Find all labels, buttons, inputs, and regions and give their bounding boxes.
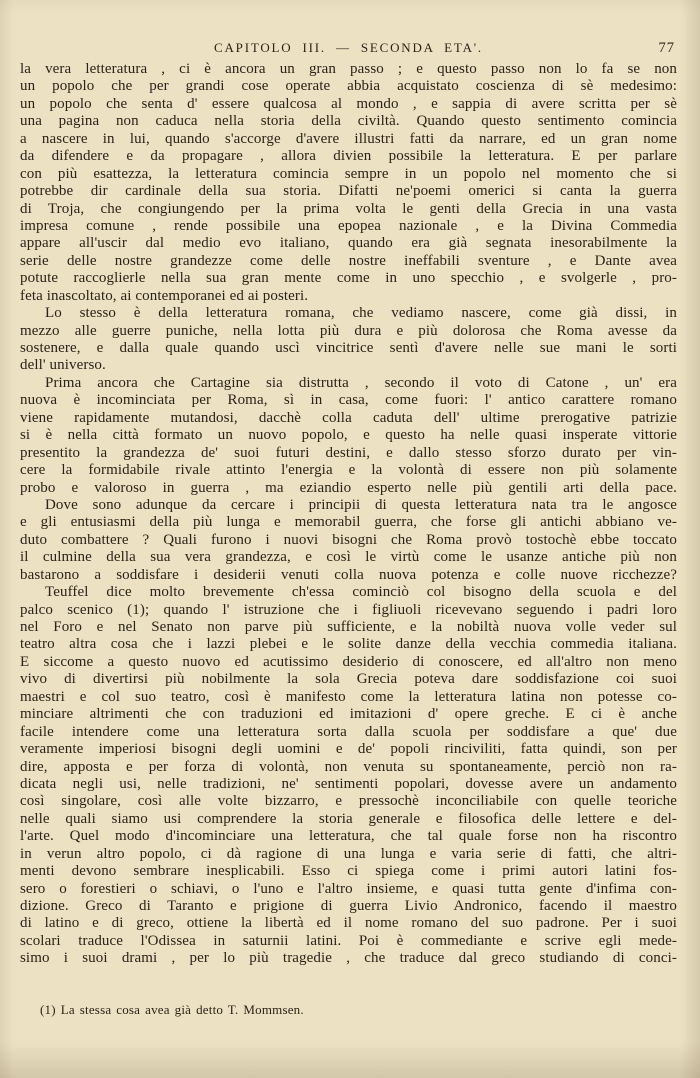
text-line: nuova è incominciata per Roma, sì in casa, come fuori: l' antico carattere romano xyxy=(20,392,677,409)
text-line: vivo di divertirsi più nobilmente la sola Grecia poteva dare soddisfazione coi suoi xyxy=(20,671,677,688)
text-line: una pagina non caduca nella storia della civiltà. Quando questo sentimento comincia xyxy=(20,113,677,130)
text-line: dizione. Greco di Taranto e prigione di guerra Livio Andronico, facendo il maestro xyxy=(20,898,677,914)
text-line: simo i suoi drami , per lo più tragedie , che traduce dal greco studiando di conci- xyxy=(20,950,677,967)
text-line: a nascere in lui, quando s'accorge d'avere illustri fatti da narrare, ed un gran nome xyxy=(20,130,677,147)
text-line: la vera letteratura , ci è ancora un gran passo ; e questo passo non lo fa se non xyxy=(20,61,677,77)
text-line: il culmine della sua vera grandezza, e così le virtù come le usanze antiche più non xyxy=(20,549,677,566)
text-line: impresa comune , rende possibile una epopea nazionale , e la Divina Commedia xyxy=(20,217,677,234)
text-line: probo e valoroso in guerra , ma eziandio esperto nelle più gentili arti della pace. xyxy=(20,479,677,496)
text-line: Teuffel dice molto brevemente ch'essa cominciò col bisogno della scuola e del xyxy=(45,584,677,601)
text-line: feta inascoltato, ai contemporanei ed ai posteri. xyxy=(20,287,309,304)
text-line: viene rapidamente mutandosi, dacchè colla caduta dell' ultime prerogative patrizie xyxy=(20,409,677,426)
text-line: potute raccoglierle nella sua gran mente come in uno specchio , e svolgerle , pro- xyxy=(20,270,677,287)
text-line: presentito la grandezza de' suoi futuri destini, e dallo stesso sforzo durato per vin- xyxy=(20,444,677,461)
text-line: scolari traduce l'Odissea in saturnii latini. Poi è commediante e scrive egli mede- xyxy=(20,932,677,949)
text-line: minciare altrimenti che con traduzioni ed imitazioni d' opere greche. E ci è anche xyxy=(20,706,677,723)
text-line: Prima ancora che Cartagine sia distrutta , secondo il voto di Catone , un' era xyxy=(45,374,677,391)
text-line: veramente imperiosi bisogni degli uomini e de' popoli rinciviliti, fatta quindi, son per xyxy=(20,741,677,758)
text-line: potrebbe dir cardinale della sua storia. Difatti ne'poemi omerici si canta la guerra xyxy=(20,183,677,200)
text-line: dell' universo. xyxy=(20,357,106,374)
text-line: serie delle nostre grandezze come delle nostre ineffabili sventure , e Dante avea xyxy=(20,252,677,269)
text-line: appare all'uscir dal medio evo italiano, quando era già segnata inesorabilmente la xyxy=(20,235,677,252)
text-line: un popolo che per grandi cose operate abbia acquistato coscienza di sè medesimo: xyxy=(20,78,677,95)
text-line: palco scenico (1); quando l' istruzione che i figliuoli ricevevano seguendo i padri loro xyxy=(20,601,677,618)
text-line: mezzo alle guerre puniche, nella lotta più dura e più dolorosa che Roma avesse da xyxy=(20,322,677,339)
text-line: con più esattezza, la letteratura comincia sempre in un popolo nel momento che si xyxy=(20,165,677,182)
text-line: da difendere e da propagare , allora divien possibile la letteratura. E per parlare xyxy=(20,148,677,165)
text-line: maestri e col suo teatro, così è manifesto come la letteratura latina non potesse co- xyxy=(20,688,677,705)
text-line: cere la formidabile rivale attinto l'energia e la volontà di essere non più solamente xyxy=(20,462,677,479)
page-header xyxy=(20,40,677,58)
text-line: facile intendere come una letteratura sorta dalla scuola per soddisfare a que' due xyxy=(20,723,677,740)
text-line: dicata negli usi, nelle tradizioni, ne' sentimenti popolari, dovesse avere un andamento xyxy=(20,775,677,792)
text-line: di latino e di greco, ottiene la libertà ed il nome romano del suo padrone. Per i suoi xyxy=(20,915,677,932)
text-line: in verun altro popolo, ci dà ragione di una lunga e varia serie di fatti, che altri- xyxy=(20,845,677,862)
text-line: così singolare, così alle volte bizzarro, e pressochè inconciliabile con quelle teoriche xyxy=(20,793,677,810)
text-line: teatro altra cosa che i lazzi plebei e le solite danze della vecchia commedia italiana. xyxy=(20,636,677,653)
text-line: si è nella città formato un nuovo popolo, e questo ha nelle quasi insperate vittorie xyxy=(20,427,677,444)
text-line: duto combattere ? Quali furono i nuovi bisogni che Roma provò tostochè ebbe toccato xyxy=(20,531,677,548)
text-block xyxy=(20,61,677,968)
text-line: e gli entusiasmi della più lunga e memorabil guerra, che forse gli antichi abbiano ve- xyxy=(20,514,677,531)
text-line: bastarono a soddisfare i desiderii venuti colla nuova potenza e colle nuove ricchezze? xyxy=(20,566,677,583)
page-number: 77 xyxy=(658,40,675,56)
text-line: l'arte. Quel modo d'incominciare una letteratura, che tal quale forse non ha riscontro xyxy=(20,828,677,845)
running-title: CAPITOLO III. — SECONDA ETA'. xyxy=(214,40,483,55)
text-line: menti devono sembrare inesplicabili. Esso ci spiega come i primi autori latini fos- xyxy=(20,863,677,880)
text-line: sero o forestieri o schiavi, o l'uno e l'altro insieme, e quasi tutta gente d'infima con- xyxy=(20,880,677,897)
text-line: dire, apposta e per forza di volontà, non venuta su spontaneamente, perciò non ra- xyxy=(20,758,677,775)
text-line: nel Foro e nel Senato non parve più sufficiente, e la nobiltà nuova volle veder sul xyxy=(20,619,677,635)
text-line: Dove sono adunque da cercare i principii di questa letteratura nata tra le angosce xyxy=(45,496,677,513)
text-line: E siccome a questo nuovo ed acutissimo desiderio di conoscere, ed all'altro non meno xyxy=(20,653,677,670)
text-line: un popolo che senta d' essere qualcosa al mondo , e sappia di avere scritta per sè xyxy=(20,95,677,112)
text-line: nelle quali siamo usi comprendere la storia generale e filosofica delle lettere e del- xyxy=(20,810,677,827)
footnote: (1) La stessa cosa avea già detto T. Mommsen. xyxy=(40,1002,304,1017)
text-line: Lo stesso è della letteratura romana, che vediamo nascere, come già dissi, in xyxy=(45,305,677,322)
text-line: di Troja, che congiungendo per la prima volta le genti della Grecia in una vasta xyxy=(20,200,677,217)
text-line: sostenere, e dalla quale quando uscì vincitrice sentì d'avere nelle sue mani le sorti xyxy=(20,340,677,356)
